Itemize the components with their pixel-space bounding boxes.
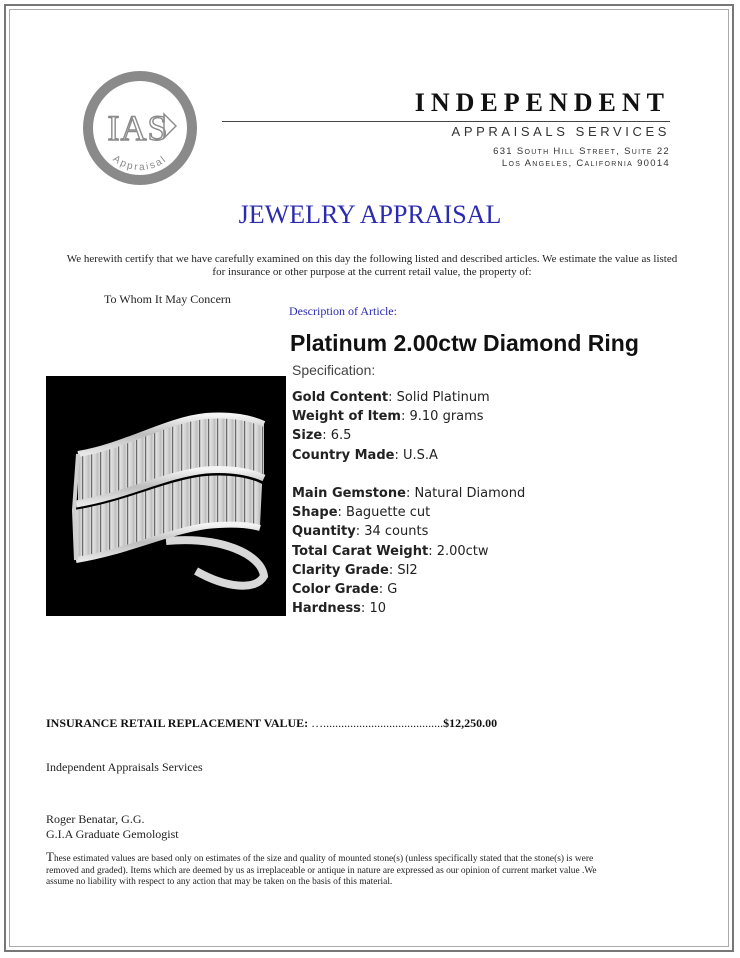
spec-row-size: Size: 6.5 [292,428,352,444]
logo-monogram: IAS [107,108,169,148]
spec-row-clarity: Clarity Grade: SI2 [292,562,418,578]
spec-value: G [387,581,398,597]
spec-value: SI2 [397,562,418,578]
signer-name: Roger Benatar, G.G. [46,812,145,826]
spec-key: Size [292,428,323,444]
leader-dots: …........................................ [311,716,444,730]
diamond-ring-photo [46,376,286,616]
company-header [222,88,670,169]
disclaimer [46,851,606,889]
signer-block [46,812,179,842]
spec-key: Quantity [292,524,356,540]
spec-key: Main Gemstone [292,485,406,501]
spec-spacer [292,465,525,484]
spec-row-quantity: Quantity: 34 counts [292,524,429,540]
company-name: INDEPENDENT [414,88,670,117]
spec-value: Solid Platinum [396,390,490,405]
spec-row-hardness: Hardness: 10 [292,601,386,617]
spec-key: Hardness [292,601,361,617]
spec-value: 6.5 [330,428,352,444]
spec-key: Weight of Item [292,409,401,425]
ias-logo-icon [78,66,202,190]
spec-value: Baguette cut [346,505,431,521]
spec-value: Natural Diamond [414,485,526,501]
logo-ring-text: Appraisal [110,153,170,174]
spec-row-color: Color Grade: G [292,581,398,597]
page-title: JEWELRY APPRAISAL [238,200,502,229]
certification-text: We herewith certify that we have carefully examined on this day the following listed and described articles. We estimate the value as listed for insurance or other purpose at the current retail value, the property of: [66,253,678,278]
spec-value: 34 counts [364,524,429,540]
signing-company: Independent Appraisals Services [46,760,203,774]
spec-row-shape: Shape: Baguette cut [292,505,431,521]
spec-key: Country Made [292,447,395,463]
spec-row-total-carat: Total Carat Weight: 2.00ctw [292,543,489,559]
disclaimer-text: hese estimated values are based only on estimates of the size and quality of mounted stone(s) (unless specifically stated that the stone(s) is were removed and graded). Items which are deemed by us as irreplaceable or antique in nature are expressed as our opinion of current market value .We assume no liability with respect to any action that may be taken on the basis of this material. [46,854,597,887]
recipient: To Whom It May Concern [104,292,231,306]
spec-key: Gold Content [292,390,389,405]
company-subtitle: APPRAISALS SERVICES [451,124,670,139]
description-label: Description of Article: [289,304,397,318]
signer-credential: G.I.A Graduate Gemologist [46,827,179,841]
header-rule [222,121,670,122]
spec-key: Total Carat Weight [292,543,429,559]
spec-row-gold-content: Gold Content: Solid Platinum [292,390,490,405]
specification-list [292,388,525,618]
insurance-value-label: INSURANCE RETAIL REPLACEMENT VALUE: [46,716,309,730]
spec-row-weight: Weight of Item: 9.10 grams [292,409,484,425]
spec-row-country: Country Made: U.S.A [292,447,438,463]
insurance-value-amount: $12,250.00 [443,716,498,730]
company-address-street: 631 South Hill Street, Suite 22 [493,146,670,157]
spec-value: 2.00ctw [436,543,489,559]
spec-key: Shape [292,505,338,521]
spec-value: 9.10 grams [409,409,484,425]
specification-label: Specification: [292,362,376,378]
spec-value: U.S.A [402,447,438,463]
company-address-city: Los Angeles, California 90014 [501,158,670,169]
spec-value: 10 [369,601,386,617]
disclaimer-initial: T [46,849,54,864]
insurance-value-line [46,716,497,731]
spec-key: Clarity Grade [292,562,389,578]
item-title: Platinum 2.00ctw Diamond Ring [290,330,639,356]
spec-key: Color Grade [292,581,379,597]
spec-row-main-gemstone: Main Gemstone: Natural Diamond [292,485,526,501]
